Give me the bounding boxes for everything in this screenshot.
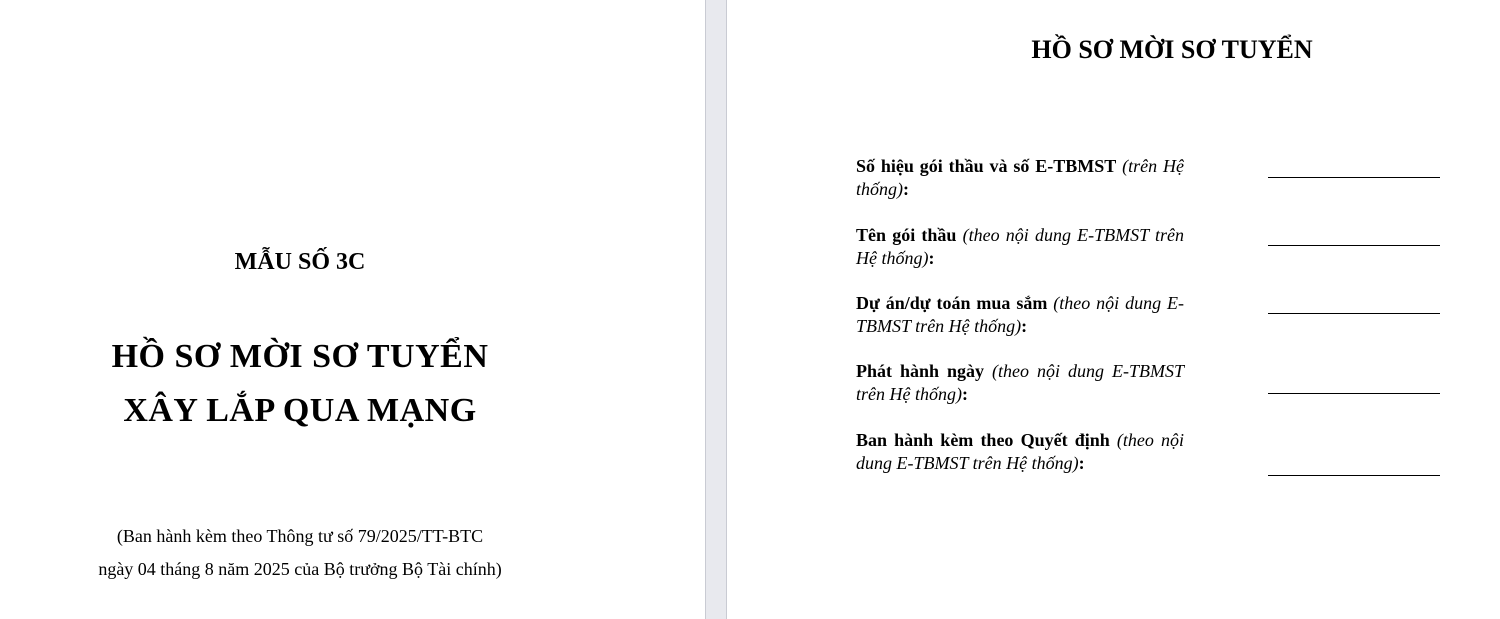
cover-title-line-1: HỒ SƠ MỜI SƠ TUYỂN [111,338,489,375]
field-label: Phát hành ngày [856,361,985,381]
field-note: (theo nội dung E-TBMST trên Hệ thống) [856,293,1184,336]
field-decision-blank [1268,475,1440,476]
field-note: (trên Hệ thống) [856,156,1185,199]
field-colon: : [961,384,968,404]
field-package-name [856,224,1184,270]
issued-note-line-2: ngày 04 tháng 8 năm 2025 của Bộ trưởng Bộ Tài chính) [98,559,502,579]
field-colon: : [1078,453,1085,473]
field-colon: : [928,248,935,268]
field-project [856,292,1184,338]
field-issue-date [856,360,1184,406]
field-package-name-blank [1268,245,1440,246]
field-decision [856,429,1184,475]
page-gutter-left-edge [705,0,706,619]
field-note: (theo nội dung E-TBMST trên Hệ thống) [856,430,1184,473]
field-note: (theo nội dung E-TBMST trên Hệ thống) [856,361,1184,404]
field-issue-date-blank [1268,393,1440,394]
cover-page [0,0,705,619]
field-package-number [856,155,1184,201]
form-number: MẪU SỐ 3C [234,249,366,275]
document-heading: HỒ SƠ MỜI SƠ TUYỂN [1031,35,1313,64]
field-note: (theo nội dung E-TBMST trên Hệ thống) [856,225,1184,268]
field-label: Dự án/dự toán mua sắm [856,293,1048,313]
field-package-number-blank [1268,177,1440,178]
field-label: Tên gói thầu [856,225,957,245]
info-page [727,0,1500,619]
field-label: Ban hành kèm theo Quyết định [856,430,1110,450]
field-label: Số hiệu gói thầu và số E-TBMST [856,156,1117,176]
field-colon: : [1021,316,1028,336]
field-project-blank [1268,313,1440,314]
issued-note-line-1: (Ban hành kèm theo Thông tư số 79/2025/TT-BTC [116,526,484,546]
cover-title-line-2: XÂY LẮP QUA MẠNG [123,392,477,429]
field-colon: : [903,179,909,199]
